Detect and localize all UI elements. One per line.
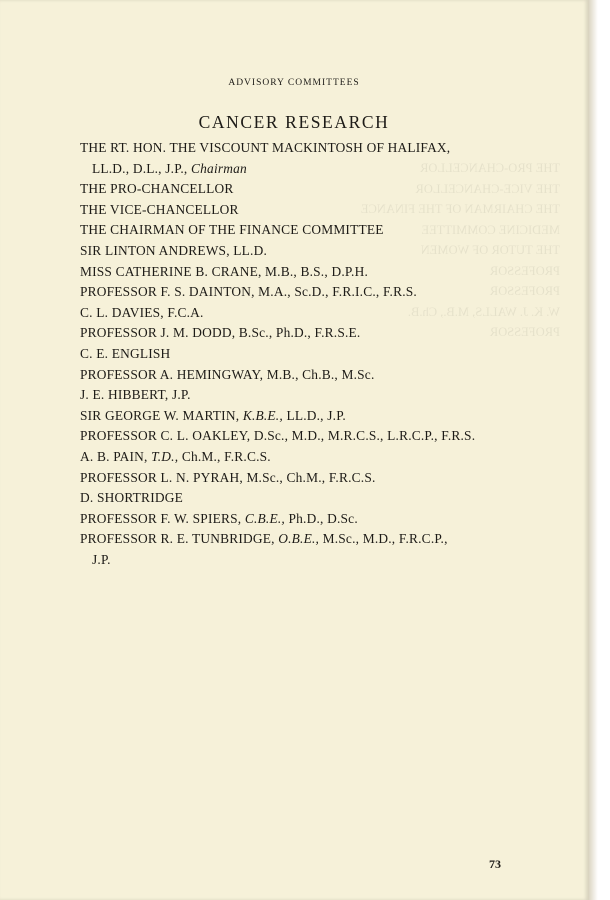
member-entry <box>80 303 520 324</box>
page-number: 73 <box>489 857 501 871</box>
entry-text: SIR LINTON ANDREWS, LL.D. <box>80 242 268 258</box>
honour-text: T.D., <box>151 448 179 464</box>
entry-text: THE VICE-CHANCELLOR <box>80 201 239 217</box>
member-entry <box>80 323 520 344</box>
entry-text: LL.D., J.P. <box>282 407 346 423</box>
entry-text: PROFESSOR R. E. TUNBRIDGE, <box>80 531 279 547</box>
entry-text: LL.D., D.L., J.P., <box>92 160 192 176</box>
member-entry <box>80 220 520 241</box>
entry-text: THE RT. HON. THE VISCOUNT MACKINTOSH OF HALIFAX, <box>80 140 451 155</box>
member-entry <box>80 385 520 406</box>
entry-text: A. B. PAIN, <box>80 448 152 464</box>
member-entry <box>80 241 520 262</box>
entry-text: M.Sc., M.D., F.R.C.P., <box>319 531 448 547</box>
section-title: CANCER RESEARCH <box>198 112 390 132</box>
honour-text: Chairman <box>191 160 247 176</box>
honour-text: C.B.E., <box>244 510 285 526</box>
honour-text: K.B.E., <box>242 407 283 423</box>
entry-text: THE CHAIRMAN OF THE FINANCE COMMITTEE <box>80 222 384 238</box>
entry-text: PROFESSOR F. W. SPIERS, <box>80 510 245 526</box>
member-entry <box>80 447 520 468</box>
committee-member-list <box>80 138 520 570</box>
member-entry <box>80 509 520 530</box>
entry-text: MISS CATHERINE B. CRANE, M.B., B.S., D.P.H. <box>80 263 368 279</box>
member-entry-continuation <box>80 159 520 180</box>
member-entry <box>80 200 520 221</box>
member-entry <box>80 138 520 159</box>
entry-text: D. SHORTRIDGE <box>80 490 183 506</box>
entry-text: PROFESSOR L. N. PYRAH, M.Sc., Ch.M., F.R.C.S. <box>80 469 376 485</box>
entry-text: Ch.M., F.R.C.S. <box>178 448 271 464</box>
member-entry <box>80 406 520 427</box>
entry-text: PROFESSOR C. L. OAKLEY, D.Sc., M.D., M.R.C.S., L.R.C.P., F.R.S. <box>80 428 476 444</box>
member-entry <box>80 262 520 283</box>
member-entry <box>80 529 520 550</box>
entry-text: PROFESSOR A. HEMINGWAY, M.B., Ch.B., M.Sc. <box>80 366 375 382</box>
member-entry <box>80 365 520 386</box>
entry-text: Ph.D., D.Sc. <box>284 510 358 526</box>
running-head: ADVISORY COMMITTEES <box>228 78 360 88</box>
member-entry <box>80 344 520 365</box>
member-entry <box>80 488 520 509</box>
member-entry-continuation <box>80 550 520 571</box>
show-through-text: THE PRO-CHANCELLOR THE VICE-CHANCELLOR THE CHAIRMAN OF THE FINANCE MEDICINE COMMITTEE THE TUTOR OF WOMEN PROFESSOR PROFESSOR W. K. J. WALLS, M.B., Ch.B. PROFESSOR <box>360 161 560 339</box>
entry-text: J. E. HIBBERT, J.P. <box>80 387 191 403</box>
entry-text: C. L. DAVIES, F.C.A. <box>80 304 204 320</box>
honour-text: O.B.E., <box>278 531 320 547</box>
entry-text: SIR GEORGE W. MARTIN, <box>80 407 243 423</box>
member-entry <box>80 282 520 303</box>
member-entry <box>80 426 520 447</box>
entry-text: PROFESSOR F. S. DAINTON, M.A., Sc.D., F.R.I.C., F.R.S. <box>80 284 417 300</box>
member-entry <box>80 179 520 200</box>
entry-text: J.P. <box>92 551 111 567</box>
member-entry <box>80 468 520 489</box>
entry-text: THE PRO-CHANCELLOR <box>80 181 234 197</box>
page-edge <box>588 0 610 900</box>
entry-text: C. E. ENGLISH <box>80 345 171 361</box>
entry-text: PROFESSOR J. M. DODD, B.Sc., Ph.D., F.R.S.E. <box>80 325 361 341</box>
